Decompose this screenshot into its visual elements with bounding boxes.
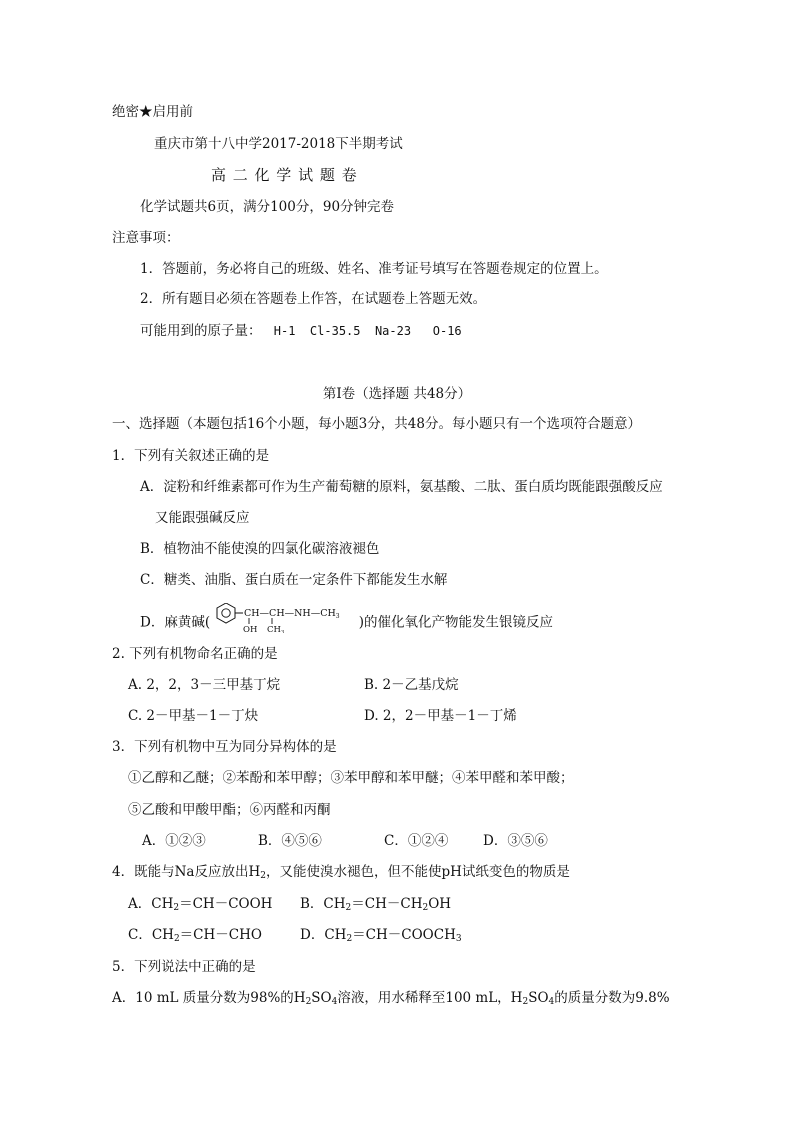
q3-option-d: D．③⑤⑥ xyxy=(483,833,548,849)
q5-a-sub1: 2 xyxy=(305,997,312,1007)
q5-a-part5: 的质量分数为9.8% xyxy=(554,990,670,1006)
atomic-mass-values: H-1 Cl-35.5 Na-23 O-16 xyxy=(273,324,462,338)
q4-option-b xyxy=(300,894,451,914)
q4-b-sub: 2 xyxy=(345,903,352,913)
q1-option-b: B．植物油不能使溴的四氯化碳溶液褪色 xyxy=(140,541,380,557)
struct-ch3-text: $CH_3$ xyxy=(267,625,285,633)
q2-option-b: B. 2－乙基戊烷 xyxy=(364,677,459,693)
q4-option-a xyxy=(128,894,272,914)
q5-option-a xyxy=(112,988,670,1008)
q4-stem-sub: 2 xyxy=(260,871,266,881)
atomic-mass-label: 可能用到的原子量： xyxy=(140,323,262,339)
q4-c-post: ＝CH－CHO xyxy=(179,927,262,943)
exam-info: 化学试题共6页，满分100分，90分钟完卷 xyxy=(140,199,395,215)
q5-a-part1: A．10 mL 质量分数为98%的H xyxy=(112,990,306,1006)
q4-b-pre: B．CH xyxy=(300,896,346,912)
q5-a-sub3: 2 xyxy=(522,997,529,1007)
q4-b-sub2: 2 xyxy=(422,903,429,913)
q4-a-post: ＝CH－COOH xyxy=(179,896,273,912)
section-instruction: 一、选择题（本题包括16个小题，每小题3分，共48分。每小题只有一个选项符合题意） xyxy=(112,416,641,432)
q3-option-c: C．①②④ xyxy=(384,833,449,849)
q1-option-d xyxy=(140,605,553,641)
struct-oh-text: OH xyxy=(243,625,258,633)
q3-option-b: B．④⑤⑥ xyxy=(258,833,322,849)
q2-stem: 2. 下列有机物命名正确的是 xyxy=(112,646,278,662)
q5-a-part3: 溶液，用水稀释至100 mL，H xyxy=(337,990,523,1006)
q5-a-sub4: 4 xyxy=(548,997,555,1007)
q4-stem xyxy=(112,862,570,882)
q4-d-pre: D．CH xyxy=(300,927,347,943)
atomic-mass-line xyxy=(140,321,462,341)
page-title: 高 二 化 学 试 题 卷 xyxy=(211,166,358,184)
q4-stem-pre: 4．既能与Na反应放出H xyxy=(112,864,261,880)
q4-a-sub: 2 xyxy=(173,903,180,913)
q1-option-c: C．糖类、油脂、蛋白质在一定条件下都能发生水解 xyxy=(140,572,448,588)
q4-b-post: OH xyxy=(428,896,452,912)
q1-option-a: A．淀粉和纤维素都可作为生产葡萄糖的原料，氨基酸、二肽、蛋白质均既能跟强酸反应 xyxy=(140,479,663,495)
secret-label: 绝密★启用前 xyxy=(112,104,193,120)
q4-d-sub2: 3 xyxy=(455,934,462,944)
note-item-2: 2．所有题目必须在答题卷上作答，在试题卷上答题无效。 xyxy=(140,291,487,307)
q5-a-part2: SO xyxy=(311,990,332,1006)
ephedrine-structure xyxy=(214,603,354,639)
q4-c-pre: C．CH xyxy=(128,927,174,943)
q3-list-2: ⑤乙酸和甲酸甲酯；⑥丙醛和丙酮 xyxy=(128,802,331,818)
exam-heading: 重庆市第十八中学2017-2018下半期考试 xyxy=(154,136,403,152)
q4-d-mid: ＝CH－COOCH xyxy=(352,927,456,943)
struct-chain-text: $CH—CH—NH—CH_3$ xyxy=(244,608,340,620)
benzene-ring-circle xyxy=(222,609,230,617)
ephedrine-structure-icon xyxy=(214,603,354,633)
q4-b-mid: ＝CH－CH xyxy=(351,896,423,912)
notes-heading: 注意事项： xyxy=(112,230,180,246)
q4-a-pre: A．CH xyxy=(128,896,174,912)
benzene-ring-icon xyxy=(217,603,235,623)
q4-d-sub: 2 xyxy=(346,934,353,944)
q4-c-sub: 2 xyxy=(173,934,180,944)
q4-stem-post: ，又能使溴水褪色，但不能使pH试纸变色的物质是 xyxy=(265,864,570,880)
q1-option-d-prefix: D．麻黄碱( xyxy=(140,614,211,631)
q5-a-sub2: 4 xyxy=(331,997,338,1007)
q2-option-a: A. 2，2，3－三甲基丁烷 xyxy=(128,677,281,693)
q5-stem: 5．下列说法中正确的是 xyxy=(112,959,256,975)
section-title: 第Ⅰ卷（选择题 共48分） xyxy=(322,386,472,402)
q3-stem: 3．下列有机物中互为同分异构体的是 xyxy=(112,739,337,755)
q1-option-d-suffix: )的催化氧化产物能发生银镜反应 xyxy=(358,614,553,631)
q2-option-d: D. 2，2－甲基－1－丁烯 xyxy=(364,708,517,724)
q2-option-c: C. 2－甲基－1－丁炔 xyxy=(128,708,259,724)
q4-option-d xyxy=(300,925,462,945)
q1-stem: 1．下列有关叙述正确的是 xyxy=(112,448,270,464)
note-item-1: 1．答题前，务必将自己的班级、姓名、准考证号填写在答题卷规定的位置上。 xyxy=(140,261,608,277)
q3-list-1: ①乙醇和乙醚；②苯酚和苯甲醇；③苯甲醇和苯甲醚；④苯甲醛和苯甲酸； xyxy=(128,770,574,786)
q4-option-c xyxy=(128,925,262,945)
q1-option-a-cont: 又能跟强碱反应 xyxy=(155,510,250,526)
q3-option-a: A．①②③ xyxy=(142,833,206,849)
q5-a-part4: SO xyxy=(528,990,549,1006)
